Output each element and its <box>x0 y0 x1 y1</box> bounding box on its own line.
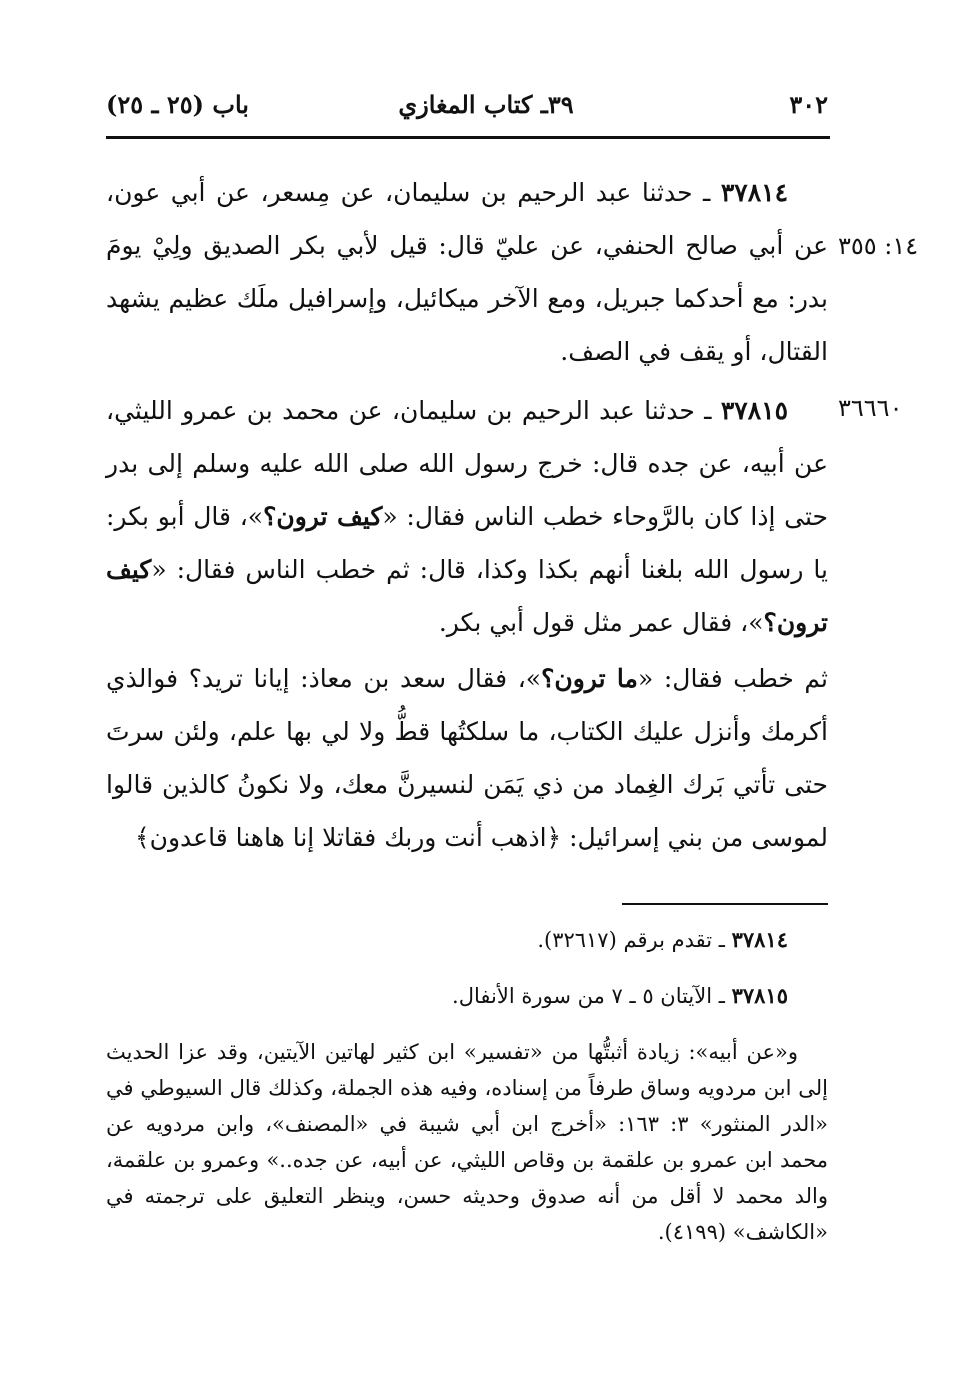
header-rule <box>106 136 830 139</box>
quoted-question-3: ما ترون؟ <box>541 664 638 693</box>
paragraph-3-text-a: ثم خطب فقال: « <box>637 664 828 693</box>
footnote-3: و«عن أبيه»: زيادة أثبتُّها من «تفسير» ابن كثير لهاتين الآيتين، وقد عزا الحديث إلى ابن مردويه وساق طرفاً من إسناده، وفيه هذه الجملة، وكذلك قال السيوطي في «الدر المنثور» ٣: ١٦٣: «أخرج ابن أبي شيبة في «المصنف»، وابن مردويه عن محمد ابن عمرو بن علقمة بن وقاص الليثي، عن أبيه، عن جده..» وعمرو بن علقمة، والد محمد لا أقل من أنه صدوق وحديثه حسن، وينظر التعليق على ترجمته في «الكاشف» (٤١٩٩). <box>106 1040 829 1244</box>
footnote-1 <box>106 922 828 958</box>
hadith-entry-1 <box>106 166 828 378</box>
chapter-label: باب (٢٥ ـ ٢٥) <box>106 90 249 119</box>
quoted-question-1: كيف ترون؟ <box>263 502 383 531</box>
page-number: ٣٠٢ <box>789 90 828 119</box>
entry-number-1: ٣٧٨١٤ <box>720 178 788 207</box>
margin-reference-2: ٣٦٦٦٠ <box>838 394 903 422</box>
margin-reference-1: ١٤: ٣٥٥ <box>838 232 919 260</box>
entry-text-2b: »، قال أبو بكر: يا رسول الله بلغنا أنهم بكذا وكذا، قال: ثم خطب الناس فقال: « <box>106 502 828 584</box>
book-title: ٣٩ـ كتاب المغازي <box>398 90 574 119</box>
quoted-question-2: كيف ترون؟ <box>106 555 828 637</box>
footnote-1-text: ـ تقدم برقم (٣٢٦١٧). <box>537 928 732 952</box>
entry-text-2c: »، فقال عمر مثل قول أبي بكر. <box>438 608 764 637</box>
entry-text-1: ـ حدثنا عبد الرحيم بن سليمان، عن مِسعر، عن أبي عون، عن أبي صالح الحنفي، عن عليّ قال: قيل لأبي بكر الصديق ولِيْ يومَ بدر: مع أحدكما جبريل، ومع الآخر ميكائيل، وإسرافيل ملَك عظيم يشهد القتال، أو يقف في الصف. <box>106 178 828 366</box>
running-header <box>106 86 828 126</box>
paragraph-3 <box>106 652 828 864</box>
footnote-1-number: ٣٧٨١٤ <box>731 927 788 952</box>
footnote-rule <box>622 903 828 905</box>
entry-number-2: ٣٧٨١٥ <box>720 396 788 425</box>
footnote-2-text: ـ الآيتان ٥ ـ ٧ من سورة الأنفال. <box>452 984 732 1008</box>
paragraph-3-text-b: »، فقال سعد بن معاذ: إيانا تريد؟ فوالذي أكرمك وأنزل عليك الكتاب، ما سلكتُها قطُّ ولا لي بها علم، ولئن سرتَ حتى تأتي بَرك الغِماد من ذي يَمَن لنسيرنَّ معك، ولا نكونُ كالذين قالوا لموسى من بني إسرائيل: ﴿اذهب أنت وربك فقاتلا إنا هاهنا قاعدون﴾ <box>106 664 828 852</box>
entry-text-2a: ـ حدثنا عبد الرحيم بن سليمان، عن محمد بن عمرو الليثي، عن أبيه، عن جده قال: خرج رسول الله صلى الله عليه وسلم إلى بدر حتى إذا كان بالرَّوحاء خطب الناس فقال: « <box>106 396 828 531</box>
footnote-2-number: ٣٧٨١٥ <box>731 983 788 1008</box>
footnote-2 <box>106 978 828 1014</box>
hadith-entry-2 <box>106 384 828 649</box>
